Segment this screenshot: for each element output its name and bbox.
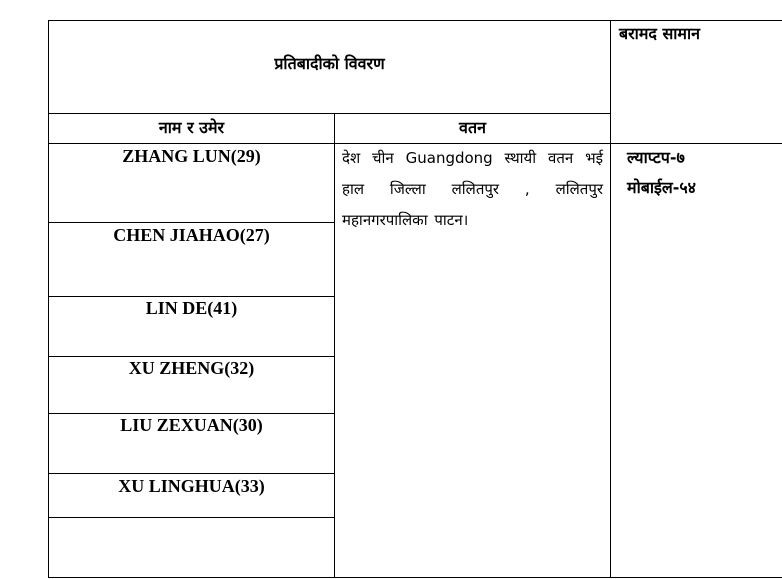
defendant-name-4: XU ZHENG(32) (128, 358, 255, 378)
defendant-details-heading: प्रतिबादीको विवरण (274, 54, 385, 73)
column-divider-name-address (334, 113, 335, 578)
name-age-heading: नाम र उमेर (158, 118, 225, 137)
defendant-name-3: LIN DE(41) (145, 298, 238, 318)
row-divider-3 (48, 356, 335, 357)
column-divider-address-items (610, 20, 611, 578)
row-divider-2 (48, 296, 335, 297)
address-heading: वतन (459, 118, 486, 137)
row-divider-1 (48, 222, 335, 223)
defendant-name-5: LIU ZEXUAN(30) (120, 415, 263, 435)
defendant-name-1: ZHANG LUN(29) (122, 146, 261, 166)
seized-items-list (627, 143, 696, 203)
defendant-name-2: CHEN JIAHAO(27) (113, 225, 270, 245)
seized-items-heading: बरामद सामान (619, 24, 701, 43)
row-divider-6 (48, 517, 335, 518)
table-top-border (48, 20, 782, 21)
row-divider-4 (48, 413, 335, 414)
seized-item-mobile: मोबाईल-५४ (627, 178, 696, 197)
defendant-name-6: XU LINGHUA(33) (118, 476, 265, 496)
seized-item-laptop: ल्याप्टप-७ (627, 148, 685, 167)
address-text: देश चीन Guangdong स्थायी वतन भई हाल जिल्ला ललितपुर , ललितपुर महानगरपालिका पाटन। (342, 149, 603, 229)
row-divider-5 (48, 473, 335, 474)
table-bottom-border (48, 577, 782, 578)
heading-divider (48, 113, 611, 114)
